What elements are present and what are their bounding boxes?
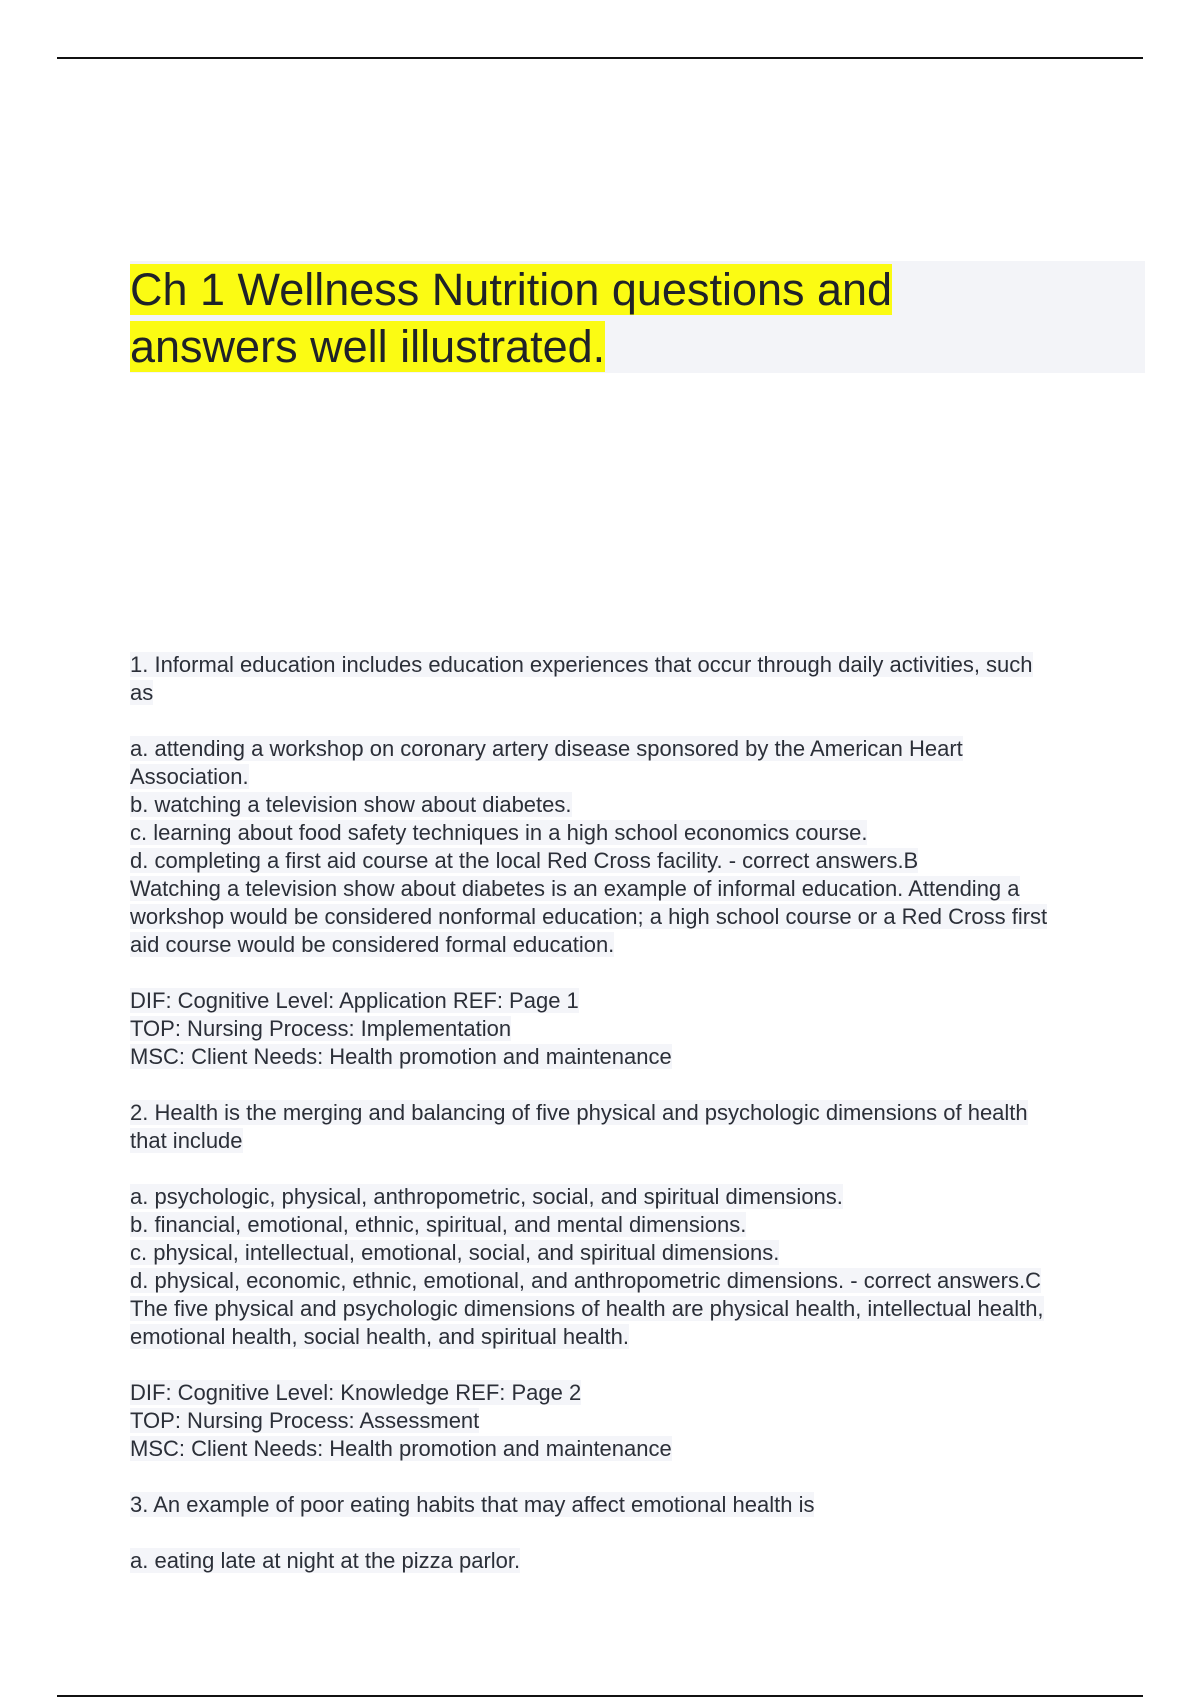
option-line: a. eating late at night at the pizza parlor. bbox=[130, 1548, 521, 1573]
rationale bbox=[130, 875, 1145, 959]
question-stem bbox=[130, 651, 1145, 707]
stem-line: as bbox=[130, 680, 154, 705]
rationale-line: aid course would be considered formal education. bbox=[130, 932, 615, 957]
meta-line: MSC: Client Needs: Health promotion and maintenance bbox=[130, 1436, 672, 1461]
option-line: a. attending a workshop on coronary artery disease sponsored by the American Heart bbox=[130, 736, 963, 761]
meta-line: MSC: Client Needs: Health promotion and maintenance bbox=[130, 1044, 672, 1069]
top-rule bbox=[57, 57, 1143, 59]
option-line: c. physical, intellectual, emotional, social, and spiritual dimensions. bbox=[130, 1240, 780, 1265]
title-line: answers well illustrated. bbox=[130, 321, 606, 372]
answer-options bbox=[130, 735, 1145, 875]
meta-line: DIF: Cognitive Level: Application REF: Page 1 bbox=[130, 988, 579, 1013]
question-2 bbox=[130, 1099, 1145, 1463]
title-line: Ch 1 Wellness Nutrition questions and bbox=[130, 264, 893, 315]
question-3 bbox=[130, 1491, 1145, 1575]
question-stem bbox=[130, 1491, 1145, 1519]
title-block bbox=[130, 261, 1145, 373]
stem-line: 3. An example of poor eating habits that may affect emotional health is bbox=[130, 1492, 815, 1517]
rationale bbox=[130, 1295, 1145, 1351]
question-list bbox=[130, 651, 1145, 1575]
rationale-line: emotional health, social health, and spiritual health. bbox=[130, 1324, 629, 1349]
stem-line: 1. Informal education includes education experiences that occur through daily activities, such bbox=[130, 652, 1033, 677]
stem-line: 2. Health is the merging and balancing of five physical and psychologic dimensions of health bbox=[130, 1100, 1028, 1125]
meta-line: DIF: Cognitive Level: Knowledge REF: Page 2 bbox=[130, 1380, 582, 1405]
question-meta bbox=[130, 1379, 1145, 1463]
document-title bbox=[130, 261, 1145, 375]
bottom-rule bbox=[57, 1695, 1143, 1697]
option-line: b. financial, emotional, ethnic, spiritual, and mental dimensions. bbox=[130, 1212, 747, 1237]
answer-options bbox=[130, 1183, 1145, 1295]
question-meta bbox=[130, 987, 1145, 1071]
option-line: c. learning about food safety techniques in a high school economics course. bbox=[130, 820, 868, 845]
question-1 bbox=[130, 651, 1145, 1071]
option-line: d. completing a first aid course at the local Red Cross facility. - correct answers.B bbox=[130, 848, 919, 873]
meta-line: TOP: Nursing Process: Assessment bbox=[130, 1408, 480, 1433]
stem-line: that include bbox=[130, 1128, 243, 1153]
rationale-line: The five physical and psychologic dimensions of health are physical health, intellectual health, bbox=[130, 1296, 1044, 1321]
answer-options bbox=[130, 1547, 1145, 1575]
rationale-line: workshop would be considered nonformal education; a high school course or a Red Cross first bbox=[130, 904, 1048, 929]
option-line: Association. bbox=[130, 764, 249, 789]
question-stem bbox=[130, 1099, 1145, 1155]
option-line: a. psychologic, physical, anthropometric, social, and spiritual dimensions. bbox=[130, 1184, 843, 1209]
rationale-line: Watching a television show about diabetes is an example of informal education. Attending a bbox=[130, 876, 1020, 901]
option-line: d. physical, economic, ethnic, emotional, and anthropometric dimensions. - correct answers.C bbox=[130, 1268, 1041, 1293]
meta-line: TOP: Nursing Process: Implementation bbox=[130, 1016, 512, 1041]
option-line: b. watching a television show about diabetes. bbox=[130, 792, 572, 817]
